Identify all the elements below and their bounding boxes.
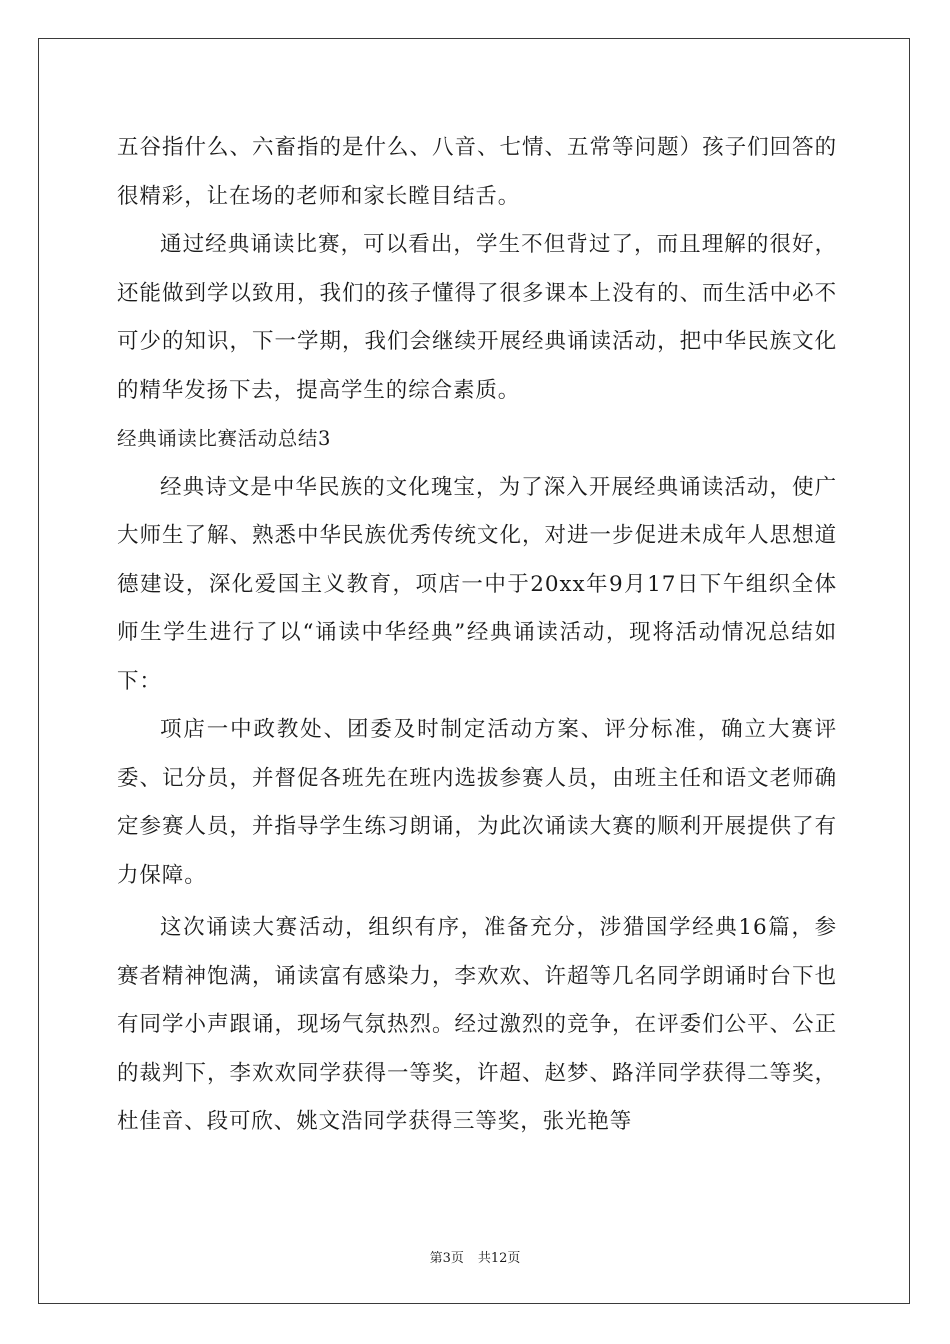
- section-heading: 经典诵读比赛活动总结3: [117, 427, 332, 450]
- paragraph-intro: 经典诗文是中华民族的文化瑰宝，为了深入开展经典诵读活动，使广大师生了解、熟悉中华民族优秀传统文化，对进一步促进未成年人思想道德建设，深化爱国主义教育，项店一中于20xx年9月17日下午组织全体师生学生进行了以“诵读中华经典”经典诵读活动，现将活动情况总结如下：: [117, 474, 837, 694]
- page-total: 共12页: [477, 1251, 521, 1266]
- page-number: 第3页: [429, 1251, 464, 1266]
- page-footer: [0, 1247, 950, 1266]
- paragraph-preparation: 项店一中政教处、团委及时制定活动方案、评分标准，确立大赛评委、记分员，并督促各班先在班内选拔参赛人员，由班主任和语文老师确定参赛人员，并指导学生练习朗诵，为此次诵读大赛的顺利开展提供了有力保障。: [117, 717, 837, 888]
- document-body: [117, 124, 837, 1147]
- paragraph-conclusion: 通过经典诵读比赛，可以看出，学生不但背过了，而且理解的很好，还能做到学以致用，我们的孩子懂得了很多课本上没有的、而生活中必不可少的知识，下一学期，我们会继续开展经典诵读活动，把中华民族文化的精华发扬下去，提高学生的综合素质。: [117, 232, 837, 403]
- paragraph-continuation: 五谷指什么、六畜指的是什么、八音、七情、五常等问题）孩子们回答的很精彩，让在场的老师和家长瞠目结舌。: [117, 135, 837, 209]
- paragraph-results: 这次诵读大赛活动，组织有序，准备充分，涉猎国学经典16篇，参赛者精神饱满，诵读富有感染力，李欢欢、许超等几名同学朗诵时台下也有同学小声跟诵，现场气氛热烈。经过激烈的竞争，在评委们公平、公正的裁判下，李欢欢同学获得一等奖，许超、赵梦、路洋同学获得二等奖，杜佳音、段可欣、姚文浩同学获得三等奖，张光艳等: [117, 915, 837, 1134]
